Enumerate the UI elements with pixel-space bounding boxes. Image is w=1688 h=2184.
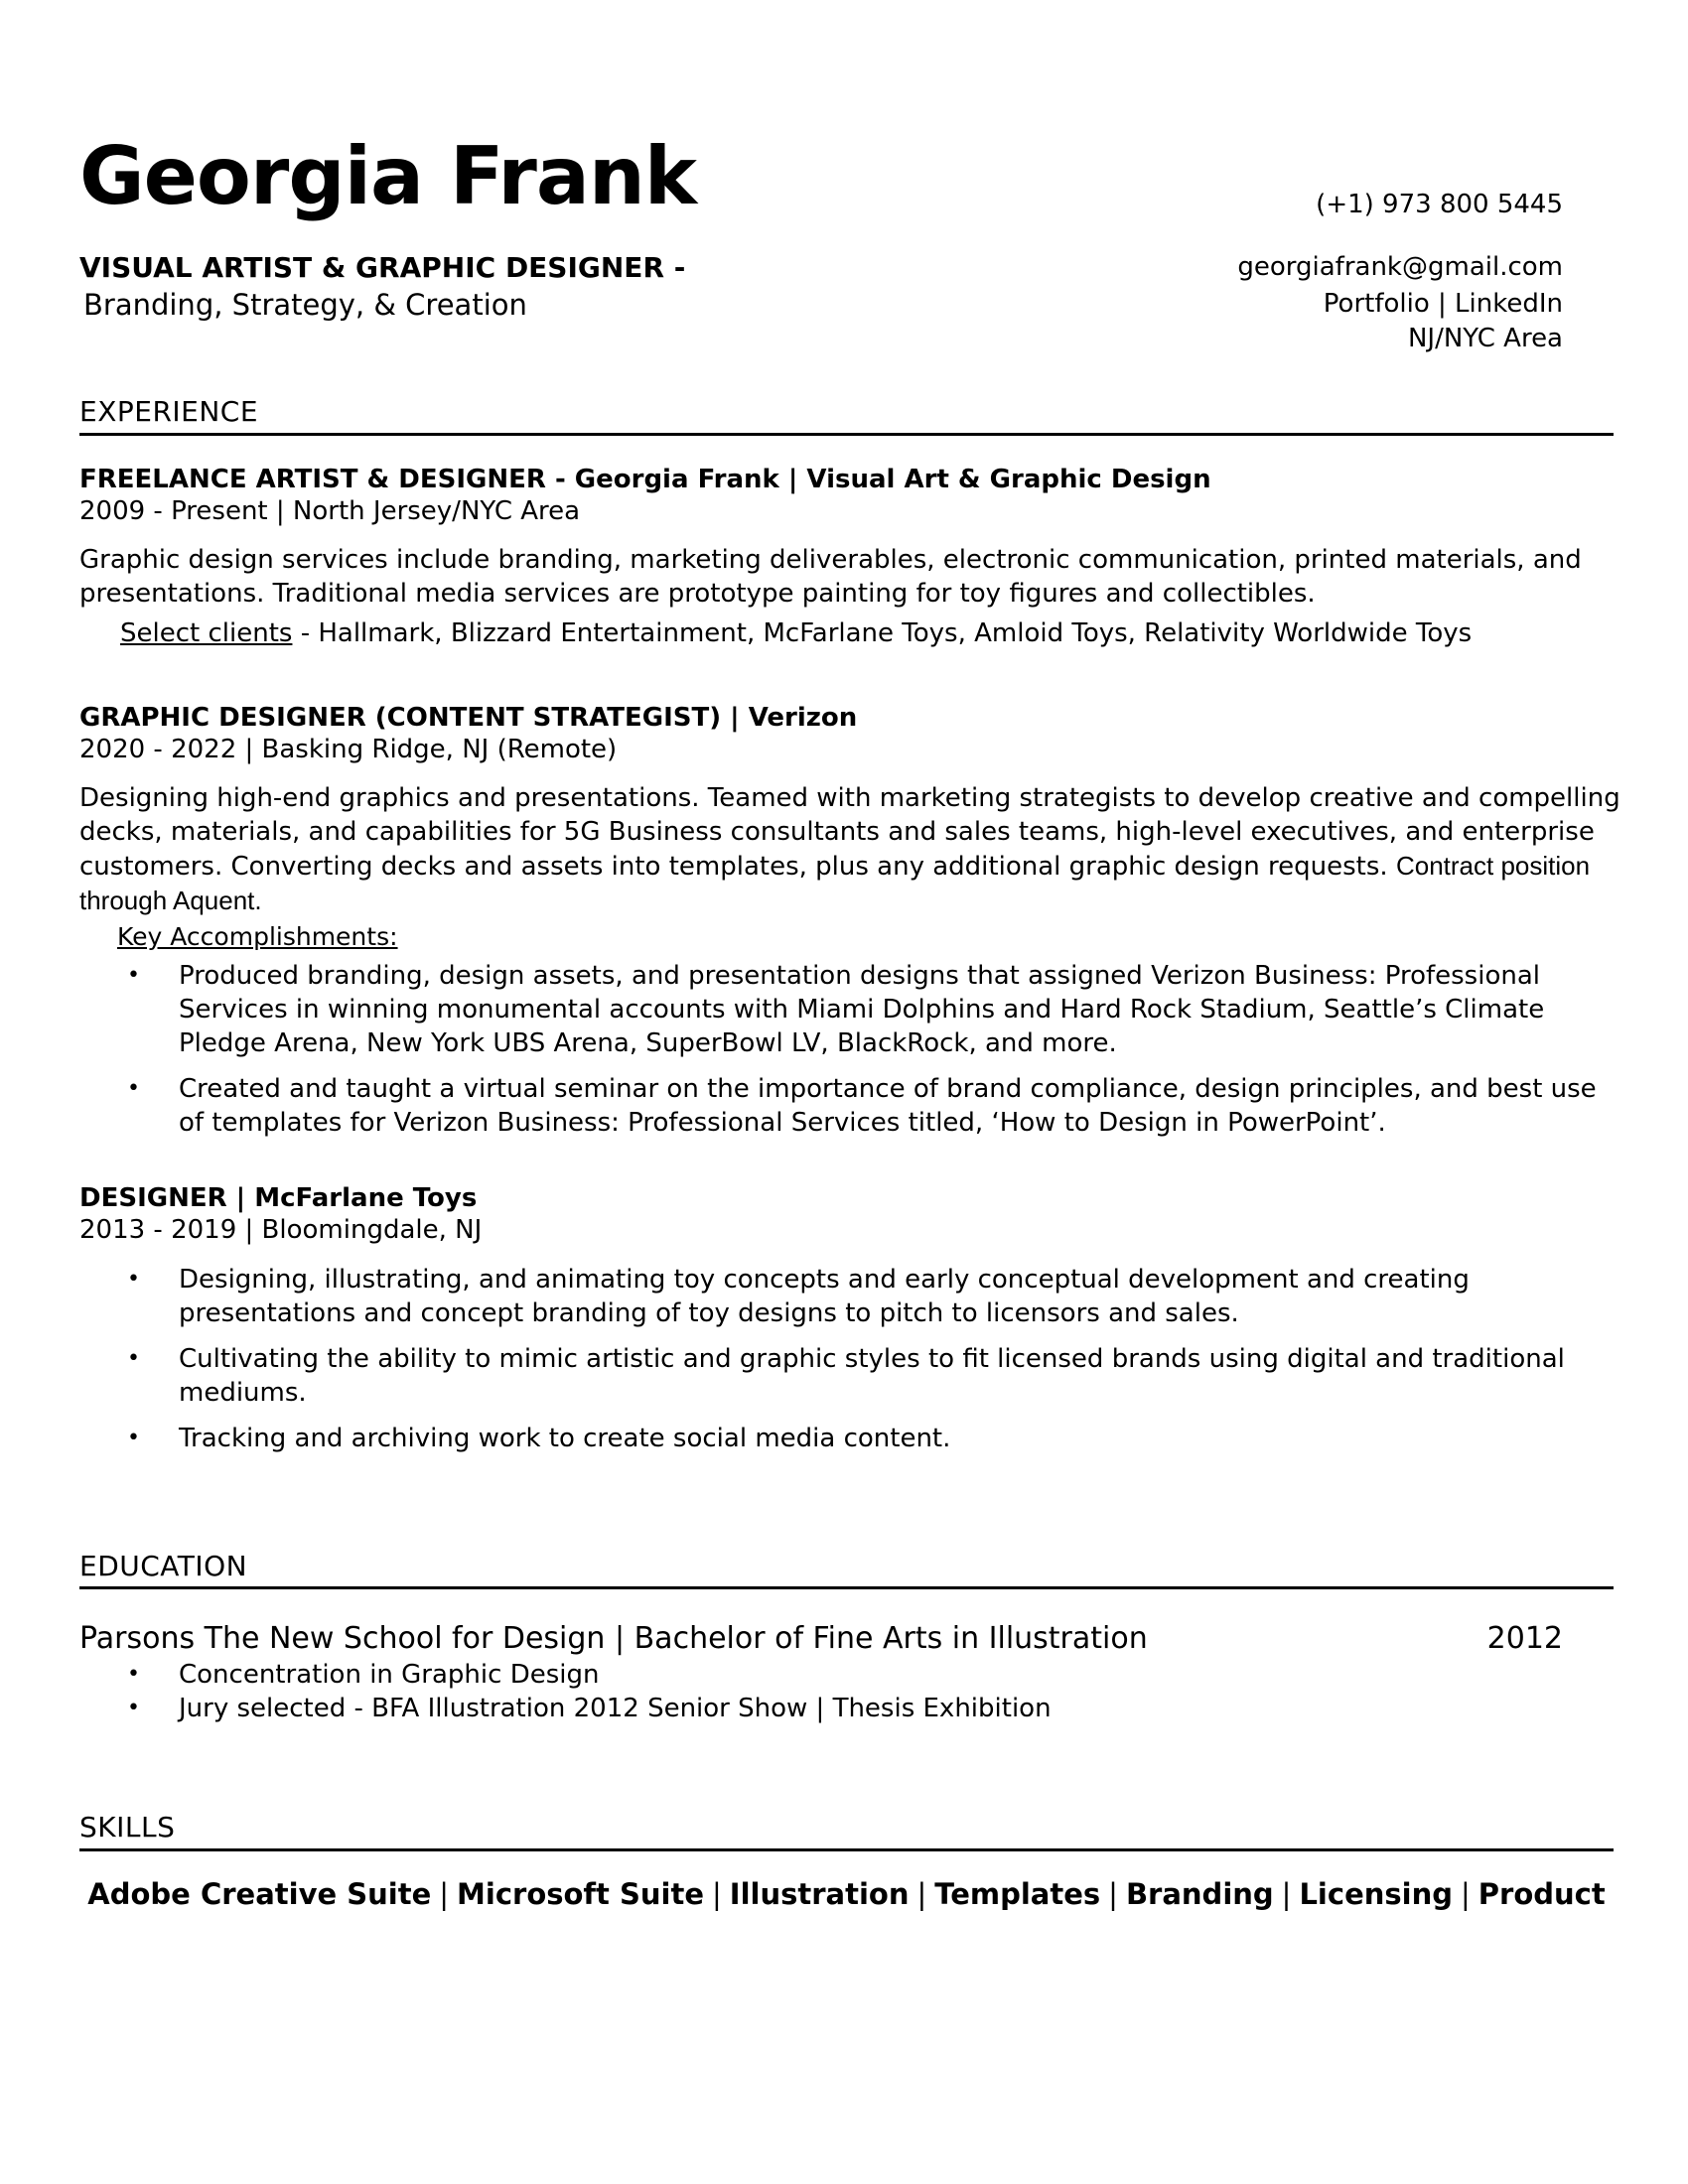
select-clients-label: Select clients [120, 618, 293, 648]
skill-item: Licensing [1299, 1877, 1453, 1911]
job-title: DESIGNER | McFarlane Toys [79, 1183, 478, 1213]
experience-heading: EXPERIENCE [79, 395, 259, 428]
job-description-tail: Contract position through Aquent. [79, 851, 1591, 915]
skill-separator: | [712, 1877, 722, 1911]
skill-item: Product [1477, 1877, 1606, 1911]
skill-item: Templates [934, 1877, 1101, 1911]
school-degree: Parsons The New School for Design | Bachelor of Fine Arts in Illustration [79, 1621, 1148, 1656]
location: NJ/NYC Area [1407, 324, 1563, 353]
skill-item: Adobe Creative Suite [87, 1877, 432, 1911]
list-item: • Produced branding, design assets, and presentation designs that assigned Verizon Business: Professional Services in winning monumental accounts with Miami Dolphins and Hard Rock Stadium, Seattle’s Climate Pledge Arena, New York UBS Arena, SuperBowl LV, BlackRock, and more. [79, 959, 1628, 1060]
list-item: • Designing, illustrating, and animating toy concepts and early conceptual development and creating presentations and concept branding of toy designs to pitch to licensors and sales. [79, 1263, 1628, 1330]
graduation-year: 2012 [1486, 1621, 1563, 1656]
skill-separator: | [916, 1877, 927, 1911]
education-heading: EDUCATION [79, 1550, 248, 1582]
education-details-list [79, 1658, 1628, 1725]
job-meta: 2009 - Present | North Jersey/NYC Area [79, 496, 581, 526]
professional-title: VISUAL ARTIST & GRAPHIC DESIGNER - [79, 251, 686, 284]
list-item: • Jury selected - BFA Illustration 2012 Senior Show | Thesis Exhibition [79, 1692, 1628, 1725]
portfolio-linkedin-links[interactable]: Portfolio | LinkedIn [1323, 289, 1563, 319]
skills-list [79, 1877, 1614, 1911]
education-divider [79, 1586, 1614, 1589]
skills-heading: SKILLS [79, 1811, 176, 1843]
job-meta: 2020 - 2022 | Basking Ridge, NJ (Remote) [79, 735, 618, 764]
accomplishments-list [79, 959, 1628, 1152]
skill-item: Illustration [729, 1877, 910, 1911]
job-description [79, 781, 1628, 918]
list-item: • Tracking and archiving work to create social media content. [79, 1422, 1628, 1455]
list-item: • Concentration in Graphic Design [79, 1658, 1628, 1692]
skill-item: Branding [1125, 1877, 1274, 1911]
skill-item: Microsoft Suite [457, 1877, 705, 1911]
key-accomplishments-label: Key Accomplishments: [117, 922, 398, 951]
email-address[interactable]: georgiafrank@gmail.com [1237, 252, 1563, 282]
phone-number: (+1) 973 800 5445 [1316, 190, 1563, 219]
list-item: • Cultivating the ability to mimic artistic and graphic styles to fit licensed brands using digital and traditional mediums. [79, 1342, 1628, 1410]
skill-separator: | [1108, 1877, 1118, 1911]
candidate-name: Georgia Frank [79, 130, 696, 222]
clients-list: - Hallmark, Blizzard Entertainment, McFarlane Toys, Amloid Toys, Relativity Worldwide Toys [292, 618, 1473, 648]
list-item: • Created and taught a virtual seminar on the importance of brand compliance, design principles, and best use of templates for Verizon Business: Professional Services titled, ‘How to Design in PowerPoint’. [79, 1072, 1628, 1140]
tagline: Branding, Strategy, & Creation [83, 288, 527, 322]
job-title: GRAPHIC DESIGNER (CONTENT STRATEGIST) | Verizon [79, 703, 858, 733]
experience-divider [79, 433, 1614, 436]
responsibilities-list [79, 1263, 1628, 1467]
job-title: FREELANCE ARTIST & DESIGNER - Georgia Frank | Visual Art & Graphic Design [79, 465, 1211, 494]
skills-divider [79, 1848, 1614, 1851]
skill-separator: | [439, 1877, 450, 1911]
select-clients-line [120, 618, 1472, 648]
skill-separator: | [1460, 1877, 1471, 1911]
skill-separator: | [1281, 1877, 1292, 1911]
job-meta: 2013 - 2019 | Bloomingdale, NJ [79, 1215, 483, 1245]
job-description: Graphic design services include branding, marketing deliverables, electronic communication, printed materials, and presentations. Traditional media services are prototype painting for toy figures and collectibles. [79, 545, 1582, 609]
job-description-main: Designing high-end graphics and presentations. Teamed with marketing strategists to develop creative and compelling decks, materials, and capabilities for 5G Business consultants and sales teams, high-level executives, and enterprise customers. Converting decks and assets into templates, plus any additional graphic design requests. [79, 783, 1620, 882]
